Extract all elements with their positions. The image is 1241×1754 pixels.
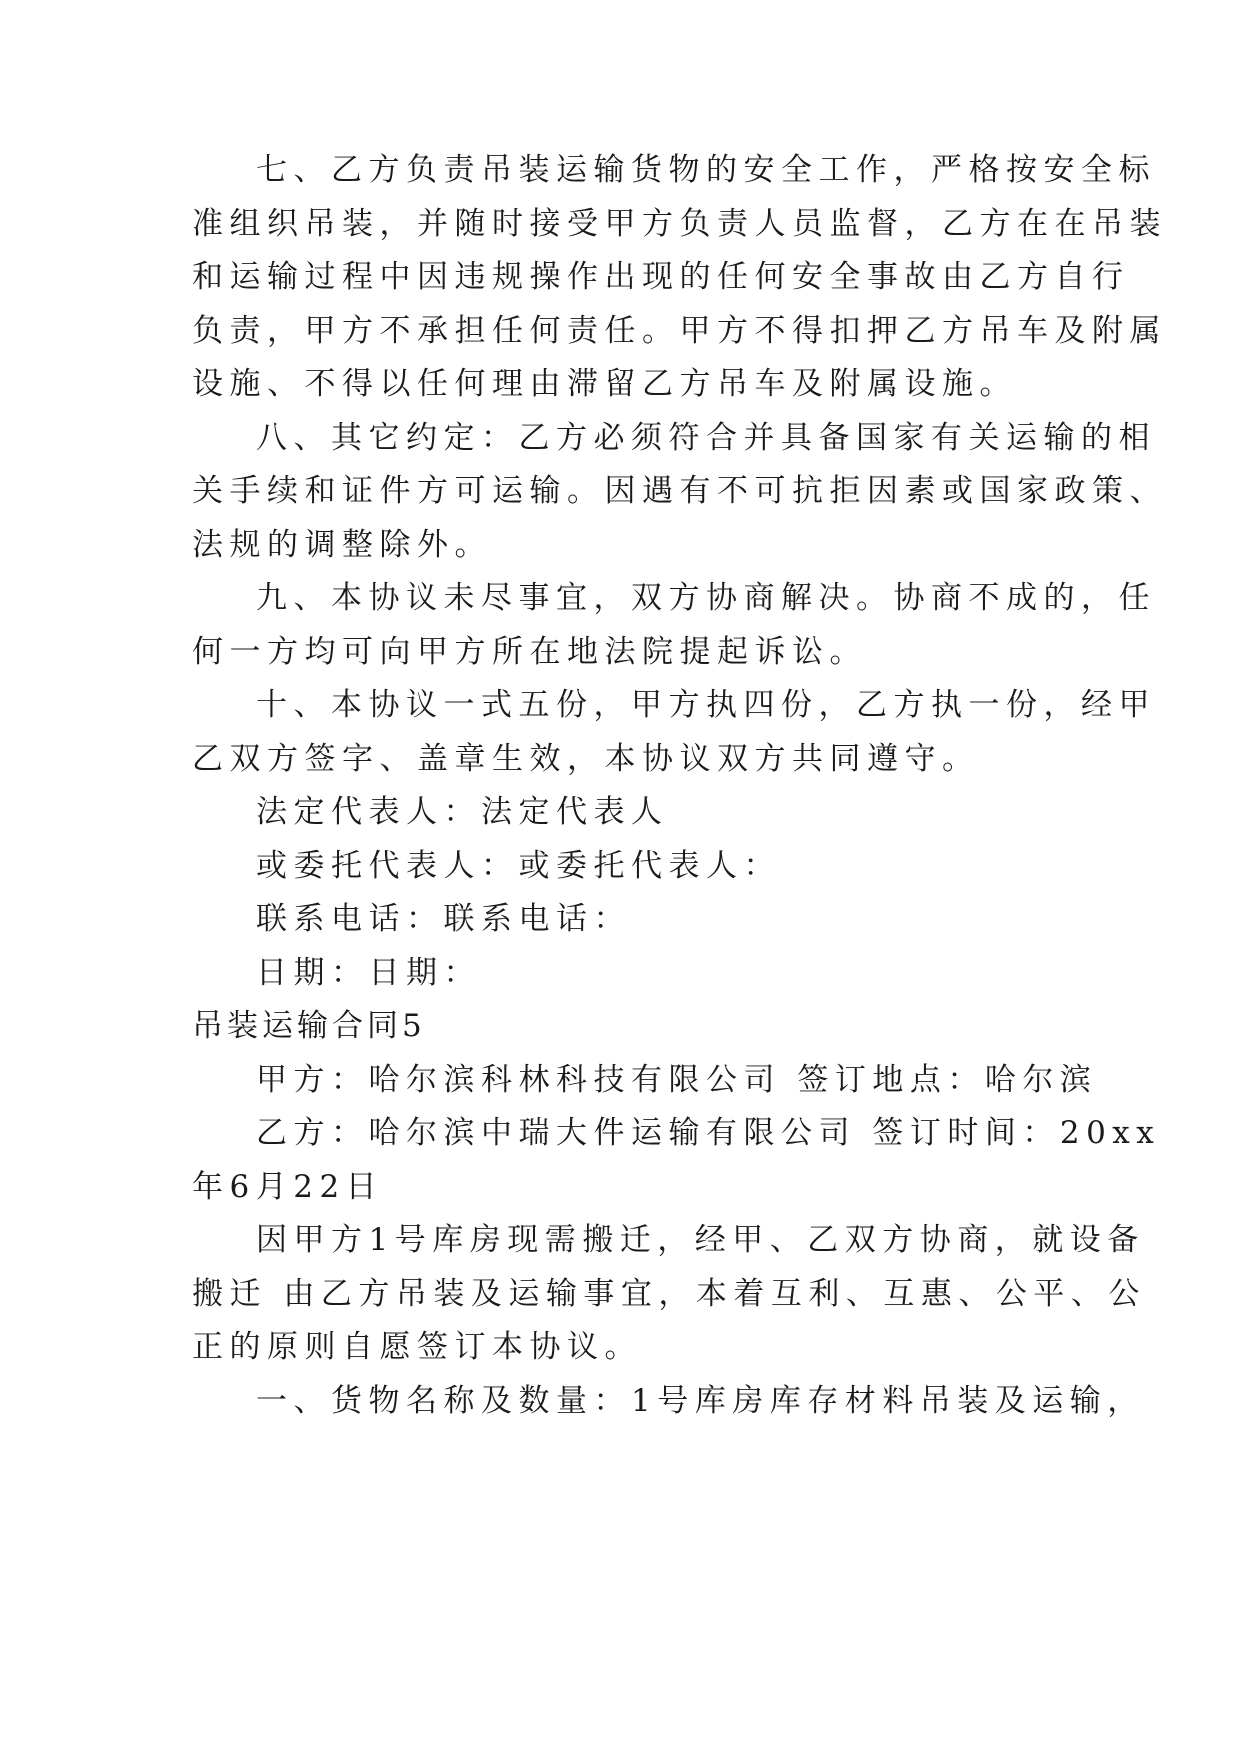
clause-7-line-2: 准组织吊装，并随时接受甲方负责人员监督，乙方在在吊装 bbox=[192, 206, 1167, 242]
clause-8-line-1: 八、其它约定：乙方必须符合并具备国家有关运输的相 bbox=[256, 420, 1156, 456]
clause-7-line-4: 负责，甲方不承担任何责任。甲方不得扣押乙方吊车及附属 bbox=[192, 313, 1167, 349]
authorized-representative: 或委托代表人：或委托代表人： bbox=[256, 848, 781, 884]
clause-7-line-3: 和运输过程中因违规操作出现的任何安全事故由乙方自行 bbox=[192, 259, 1130, 295]
clause-1-line-1: 一、货物名称及数量：1号库房库存材料吊装及运输， bbox=[256, 1383, 1145, 1419]
party-a-line: 甲方：哈尔滨科林科技有限公司 签订地点：哈尔滨 bbox=[256, 1062, 1098, 1098]
party-b-line-1: 乙方：哈尔滨中瑞大件运输有限公司 签订时间：20xx bbox=[256, 1115, 1161, 1151]
clause-8-line-3: 法规的调整除外。 bbox=[192, 527, 492, 563]
contact-phone: 联系电话：联系电话： bbox=[256, 901, 631, 937]
clause-10-line-1: 十、本协议一式五份，甲方执四份，乙方执一份，经甲 bbox=[256, 687, 1156, 723]
contract-5-title: 吊装运输合同5 bbox=[192, 1008, 426, 1044]
clause-7-line-5: 设施、不得以任何理由滞留乙方吊车及附属设施。 bbox=[192, 366, 1017, 402]
clause-10-line-2: 乙双方签字、盖章生效，本协议双方共同遵守。 bbox=[192, 741, 980, 777]
legal-representative: 法定代表人：法定代表人 bbox=[256, 794, 669, 830]
clause-8-line-2: 关手续和证件方可运输。因遇有不可抗拒因素或国家政策、 bbox=[192, 473, 1167, 509]
preamble-line-1: 因甲方1号库房现需搬迁，经甲、乙双方协商，就设备 bbox=[256, 1222, 1145, 1258]
signing-date: 日期：日期： bbox=[256, 955, 481, 991]
clause-7-line-1: 七、乙方负责吊装运输货物的安全工作，严格按安全标 bbox=[256, 152, 1156, 188]
party-b-line-2: 年6月22日 bbox=[192, 1169, 384, 1205]
preamble-line-2: 搬迁 由乙方吊装及运输事宜，本着互利、互惠、公平、公 bbox=[192, 1276, 1146, 1312]
preamble-line-3: 正的原则自愿签订本协议。 bbox=[192, 1329, 642, 1365]
clause-9-line-2: 何一方均可向甲方所在地法院提起诉讼。 bbox=[192, 634, 867, 670]
clause-9-line-1: 九、本协议未尽事宜，双方协商解决。协商不成的，任 bbox=[256, 580, 1156, 616]
